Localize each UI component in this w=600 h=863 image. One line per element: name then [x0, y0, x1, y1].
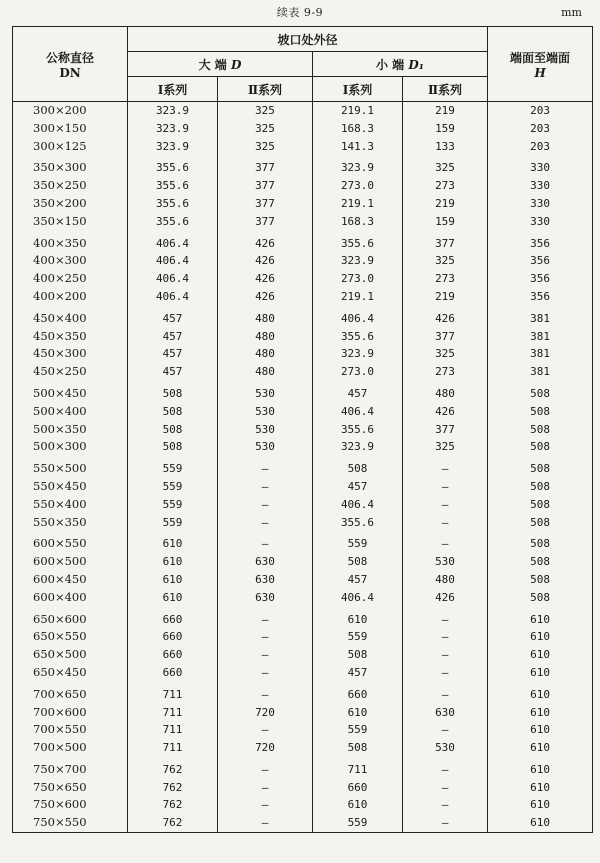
- dn-cell: 350×150: [13, 213, 128, 231]
- small-series2-cell: —: [403, 478, 488, 496]
- table-row: [13, 177, 593, 195]
- table-row: [13, 704, 593, 722]
- small-series1-cell: 610: [313, 796, 403, 814]
- large-series2-cell: 426: [218, 252, 313, 270]
- large-series1-cell: 508: [128, 403, 218, 421]
- height-cell: 610: [488, 757, 593, 779]
- height-cell: 508: [488, 514, 593, 532]
- table-row: [13, 213, 593, 231]
- dn-cell: 700×550: [13, 721, 128, 739]
- large-series2-cell: —: [218, 496, 313, 514]
- table-row: [13, 252, 593, 270]
- large-series1-cell: 762: [128, 757, 218, 779]
- small-series1-cell: 323.9: [313, 252, 403, 270]
- table-row: [13, 345, 593, 363]
- height-cell: 508: [488, 531, 593, 553]
- table-row: [13, 306, 593, 328]
- large-series1-cell: 355.6: [128, 213, 218, 231]
- large-end-label: 大 端: [198, 57, 231, 72]
- dn-cell: 450×300: [13, 345, 128, 363]
- small-series1-cell: 219.1: [313, 195, 403, 213]
- height-cell: 610: [488, 796, 593, 814]
- large-series1-cell: 457: [128, 306, 218, 328]
- large-series2-cell: —: [218, 514, 313, 532]
- small-series2-cell: 377: [403, 231, 488, 253]
- table-row: [13, 381, 593, 403]
- small-series1-cell: 273.0: [313, 177, 403, 195]
- large-series1-cell: 762: [128, 779, 218, 797]
- dn-cell: 300×150: [13, 120, 128, 138]
- table-row: [13, 514, 593, 532]
- small-series2-cell: 273: [403, 177, 488, 195]
- small-series2-cell: 426: [403, 403, 488, 421]
- small-series2-cell: 325: [403, 252, 488, 270]
- small-series1-cell: 168.3: [313, 213, 403, 231]
- height-cell: 381: [488, 306, 593, 328]
- height-cell: 508: [488, 438, 593, 456]
- large-end-symbol: D: [230, 57, 242, 72]
- large-series1-cell: 559: [128, 478, 218, 496]
- dn-cell: 500×300: [13, 438, 128, 456]
- large-series1-cell: 323.9: [128, 120, 218, 138]
- large-series1-cell: 711: [128, 721, 218, 739]
- large-series2-cell: 377: [218, 213, 313, 231]
- small-series2-cell: 159: [403, 213, 488, 231]
- small-series2-cell: 219: [403, 195, 488, 213]
- large-series2-cell: —: [218, 531, 313, 553]
- large-series1-cell: 660: [128, 628, 218, 646]
- table-body: [13, 102, 593, 833]
- table-caption: 续表 9-9: [276, 6, 324, 19]
- height-cell: 203: [488, 102, 593, 120]
- height-cell: 330: [488, 155, 593, 177]
- table-row: [13, 589, 593, 607]
- small-series1-cell: 219.1: [313, 288, 403, 306]
- large-series1-cell: 406.4: [128, 231, 218, 253]
- dn-cell: 350×200: [13, 195, 128, 213]
- large-series1-cell: 762: [128, 814, 218, 832]
- table-row: [13, 195, 593, 213]
- dn-header-line2: DN: [59, 65, 81, 80]
- large-series2-cell: 377: [218, 177, 313, 195]
- height-cell: 610: [488, 814, 593, 832]
- large-series2-cell: 480: [218, 345, 313, 363]
- height-cell: 508: [488, 403, 593, 421]
- large-series1-cell: 610: [128, 531, 218, 553]
- height-cell: 330: [488, 177, 593, 195]
- dn-cell: 500×350: [13, 421, 128, 439]
- small-series2-cell: 273: [403, 270, 488, 288]
- height-cell: 203: [488, 138, 593, 156]
- large-series1-cell: 406.4: [128, 252, 218, 270]
- small-series1-cell: 457: [313, 664, 403, 682]
- height-cell: 508: [488, 456, 593, 478]
- large-series1-cell: 406.4: [128, 288, 218, 306]
- large-end-header: [128, 52, 313, 77]
- small-series2-cell: 133: [403, 138, 488, 156]
- dn-cell: 600×550: [13, 531, 128, 553]
- large-series2-cell: 426: [218, 288, 313, 306]
- large-series2-cell: —: [218, 628, 313, 646]
- large-series1-cell: 508: [128, 438, 218, 456]
- table-row: [13, 646, 593, 664]
- small-series2-cell: 377: [403, 328, 488, 346]
- height-cell: 508: [488, 571, 593, 589]
- large-series1-cell: 355.6: [128, 195, 218, 213]
- large-series2-cell: 530: [218, 421, 313, 439]
- dn-cell: 750×600: [13, 796, 128, 814]
- dn-cell: 550×450: [13, 478, 128, 496]
- table-row: [13, 231, 593, 253]
- dn-cell: 400×350: [13, 231, 128, 253]
- small-series1-cell: 457: [313, 381, 403, 403]
- small-series1-cell: 406.4: [313, 403, 403, 421]
- small-series2-cell: 426: [403, 306, 488, 328]
- height-cell: 610: [488, 607, 593, 629]
- small-series2-cell: 377: [403, 421, 488, 439]
- small-series2-cell: —: [403, 757, 488, 779]
- table-row: [13, 363, 593, 381]
- table-row: [13, 456, 593, 478]
- dn-cell: 550×350: [13, 514, 128, 532]
- small-series1-cell: 323.9: [313, 345, 403, 363]
- small-series2-cell: —: [403, 531, 488, 553]
- dn-header-line1: 公称直径: [45, 50, 94, 65]
- height-cell: 610: [488, 646, 593, 664]
- table-row: [13, 138, 593, 156]
- unit-label: mm: [561, 6, 582, 19]
- small-series2-cell: 219: [403, 288, 488, 306]
- height-cell: 610: [488, 664, 593, 682]
- height-cell: 356: [488, 270, 593, 288]
- table-row: [13, 607, 593, 629]
- height-cell: 203: [488, 120, 593, 138]
- height-header-line1: 端面至端面: [510, 50, 571, 65]
- height-cell: 508: [488, 553, 593, 571]
- large-series1-cell: 711: [128, 682, 218, 704]
- dn-cell: 700×600: [13, 704, 128, 722]
- large-series2-cell: —: [218, 478, 313, 496]
- small-series2-cell: —: [403, 814, 488, 832]
- dn-cell: 650×500: [13, 646, 128, 664]
- small-series1-cell: 406.4: [313, 496, 403, 514]
- height-cell: 508: [488, 589, 593, 607]
- table-row: [13, 496, 593, 514]
- height-header: [488, 27, 593, 102]
- large-series2-cell: —: [218, 456, 313, 478]
- small-series1-cell: 559: [313, 814, 403, 832]
- small-series1-cell: 711: [313, 757, 403, 779]
- large-series2-cell: —: [218, 779, 313, 797]
- large-series2-cell: 377: [218, 155, 313, 177]
- dn-cell: 600×450: [13, 571, 128, 589]
- large-series2-cell: 630: [218, 589, 313, 607]
- small-series2-cell: 219: [403, 102, 488, 120]
- large-series1-cell: 559: [128, 456, 218, 478]
- height-cell: 610: [488, 739, 593, 757]
- large-series2-cell: 720: [218, 739, 313, 757]
- large-series2-cell: 325: [218, 138, 313, 156]
- dn-cell: 450×350: [13, 328, 128, 346]
- large-series2-cell: —: [218, 721, 313, 739]
- small-series1-cell: 508: [313, 646, 403, 664]
- large-series1-cell: 660: [128, 607, 218, 629]
- dn-cell: 650×600: [13, 607, 128, 629]
- large-series2-cell: 530: [218, 381, 313, 403]
- table-row: [13, 796, 593, 814]
- small-series1-cell: 508: [313, 553, 403, 571]
- large-series2-cell: 720: [218, 704, 313, 722]
- small-end-header: [313, 52, 488, 77]
- table-row: [13, 438, 593, 456]
- large-series1-cell: 406.4: [128, 270, 218, 288]
- small-series1-cell: 219.1: [313, 102, 403, 120]
- large-series1-cell: 457: [128, 363, 218, 381]
- height-cell: 356: [488, 252, 593, 270]
- large-series1-cell: 323.9: [128, 138, 218, 156]
- large-series2-cell: —: [218, 796, 313, 814]
- table-row: [13, 288, 593, 306]
- table-row: [13, 102, 593, 120]
- large-series2-cell: 480: [218, 306, 313, 328]
- small-series1-cell: 355.6: [313, 328, 403, 346]
- small-series1-cell: 273.0: [313, 270, 403, 288]
- large-series2-cell: —: [218, 607, 313, 629]
- small-series1-cell: 141.3: [313, 138, 403, 156]
- small-series2-cell: —: [403, 456, 488, 478]
- large-series1-cell: 711: [128, 739, 218, 757]
- large-series1-cell: 762: [128, 796, 218, 814]
- small-series2-cell: —: [403, 721, 488, 739]
- small-series2-cell: —: [403, 628, 488, 646]
- table-row: [13, 478, 593, 496]
- large-series1-cell: 323.9: [128, 102, 218, 120]
- large-series1-cell: 457: [128, 328, 218, 346]
- small-series2-cell: —: [403, 664, 488, 682]
- small-series2-cell: 273: [403, 363, 488, 381]
- dn-cell: 450×400: [13, 306, 128, 328]
- small-series1-cell: 660: [313, 779, 403, 797]
- small-end-symbol: D₁: [408, 57, 425, 72]
- large-series2-cell: —: [218, 682, 313, 704]
- dn-cell: 600×400: [13, 589, 128, 607]
- height-cell: 381: [488, 345, 593, 363]
- table-row: [13, 270, 593, 288]
- dn-cell: 400×250: [13, 270, 128, 288]
- small-series2-cell: 530: [403, 553, 488, 571]
- small-series1-cell: 559: [313, 531, 403, 553]
- dn-cell: 700×500: [13, 739, 128, 757]
- small-series2-cell: 325: [403, 345, 488, 363]
- dn-cell: 600×500: [13, 553, 128, 571]
- height-cell: 610: [488, 628, 593, 646]
- table-row: [13, 682, 593, 704]
- table-row: [13, 120, 593, 138]
- dn-cell: 400×200: [13, 288, 128, 306]
- small-series1-header: Ⅰ系列: [313, 77, 403, 102]
- table-row: [13, 571, 593, 589]
- table-row: [13, 628, 593, 646]
- large-series1-cell: 559: [128, 496, 218, 514]
- table-row: [13, 155, 593, 177]
- table-row: [13, 779, 593, 797]
- small-series1-cell: 355.6: [313, 514, 403, 532]
- dn-cell: 500×450: [13, 381, 128, 403]
- small-series1-cell: 457: [313, 478, 403, 496]
- large-series2-cell: 480: [218, 328, 313, 346]
- small-series2-cell: 426: [403, 589, 488, 607]
- table-row: [13, 553, 593, 571]
- large-series1-cell: 508: [128, 421, 218, 439]
- dn-cell: 300×200: [13, 102, 128, 120]
- large-series1-cell: 660: [128, 646, 218, 664]
- dn-cell: 750×550: [13, 814, 128, 832]
- small-series1-cell: 559: [313, 628, 403, 646]
- dn-cell: 350×300: [13, 155, 128, 177]
- small-series2-cell: —: [403, 514, 488, 532]
- table-row: [13, 814, 593, 832]
- large-series2-cell: 530: [218, 403, 313, 421]
- table-row: [13, 403, 593, 421]
- dn-cell: 650×550: [13, 628, 128, 646]
- table-row: [13, 328, 593, 346]
- small-series2-cell: 325: [403, 438, 488, 456]
- dn-cell: 700×650: [13, 682, 128, 704]
- height-cell: 508: [488, 421, 593, 439]
- table-row: [13, 721, 593, 739]
- dn-cell: 400×300: [13, 252, 128, 270]
- dn-cell: 300×125: [13, 138, 128, 156]
- small-series1-cell: 323.9: [313, 438, 403, 456]
- large-series2-cell: 630: [218, 571, 313, 589]
- small-series2-cell: 530: [403, 739, 488, 757]
- small-series2-cell: —: [403, 796, 488, 814]
- large-series2-cell: 480: [218, 363, 313, 381]
- table-row: [13, 421, 593, 439]
- small-series2-cell: —: [403, 496, 488, 514]
- dn-cell: 750×650: [13, 779, 128, 797]
- large-series1-cell: 711: [128, 704, 218, 722]
- dn-cell: 550×500: [13, 456, 128, 478]
- bevel-od-header: 坡口处外径: [128, 27, 488, 52]
- large-series1-header: Ⅰ系列: [128, 77, 218, 102]
- small-series1-cell: 508: [313, 739, 403, 757]
- small-series2-cell: 480: [403, 381, 488, 403]
- height-cell: 330: [488, 195, 593, 213]
- large-series1-cell: 610: [128, 553, 218, 571]
- table-row: [13, 664, 593, 682]
- small-series1-cell: 610: [313, 607, 403, 629]
- large-series2-cell: 325: [218, 102, 313, 120]
- small-series1-cell: 355.6: [313, 231, 403, 253]
- height-cell: 610: [488, 682, 593, 704]
- small-series1-cell: 508: [313, 456, 403, 478]
- large-series1-cell: 610: [128, 571, 218, 589]
- small-series1-cell: 457: [313, 571, 403, 589]
- small-series2-cell: 325: [403, 155, 488, 177]
- height-cell: 508: [488, 496, 593, 514]
- large-series2-cell: 325: [218, 120, 313, 138]
- small-series1-cell: 273.0: [313, 363, 403, 381]
- small-series1-cell: 355.6: [313, 421, 403, 439]
- large-series2-cell: —: [218, 757, 313, 779]
- small-series1-cell: 559: [313, 721, 403, 739]
- large-series2-cell: 377: [218, 195, 313, 213]
- height-cell: 508: [488, 381, 593, 403]
- large-series1-cell: 508: [128, 381, 218, 403]
- large-series2-cell: 426: [218, 231, 313, 253]
- large-series1-cell: 610: [128, 589, 218, 607]
- large-series1-cell: 559: [128, 514, 218, 532]
- height-cell: 610: [488, 779, 593, 797]
- height-cell: 356: [488, 288, 593, 306]
- small-series2-header: Ⅱ系列: [403, 77, 488, 102]
- dn-cell: 500×400: [13, 403, 128, 421]
- height-cell: 381: [488, 328, 593, 346]
- table-row: [13, 739, 593, 757]
- height-cell: 610: [488, 721, 593, 739]
- large-series2-cell: —: [218, 664, 313, 682]
- large-series2-cell: —: [218, 646, 313, 664]
- height-cell: 356: [488, 231, 593, 253]
- height-cell: 381: [488, 363, 593, 381]
- large-series1-cell: 457: [128, 345, 218, 363]
- small-series2-cell: —: [403, 779, 488, 797]
- small-series1-cell: 610: [313, 704, 403, 722]
- small-series1-cell: 406.4: [313, 306, 403, 328]
- height-cell: 610: [488, 704, 593, 722]
- small-series1-cell: 168.3: [313, 120, 403, 138]
- dn-cell: 450×250: [13, 363, 128, 381]
- small-end-label: 小 端: [375, 57, 409, 72]
- dn-cell: 350×250: [13, 177, 128, 195]
- large-series2-cell: 426: [218, 270, 313, 288]
- large-series2-header: Ⅱ系列: [218, 77, 313, 102]
- small-series2-cell: 480: [403, 571, 488, 589]
- small-series1-cell: 323.9: [313, 155, 403, 177]
- large-series1-cell: 355.6: [128, 155, 218, 177]
- small-series2-cell: 159: [403, 120, 488, 138]
- large-series2-cell: —: [218, 814, 313, 832]
- large-series1-cell: 355.6: [128, 177, 218, 195]
- height-cell: 330: [488, 213, 593, 231]
- small-series2-cell: —: [403, 646, 488, 664]
- small-series2-cell: —: [403, 607, 488, 629]
- height-header-symbol: H: [534, 65, 546, 80]
- small-series2-cell: —: [403, 682, 488, 704]
- table-row: [13, 757, 593, 779]
- large-series2-cell: 630: [218, 553, 313, 571]
- table-row: [13, 531, 593, 553]
- large-series1-cell: 660: [128, 664, 218, 682]
- dn-cell: 750×700: [13, 757, 128, 779]
- large-series2-cell: 530: [218, 438, 313, 456]
- dn-header: [13, 27, 128, 102]
- dn-cell: 550×400: [13, 496, 128, 514]
- height-cell: 508: [488, 478, 593, 496]
- reducer-dimension-table: [12, 26, 593, 833]
- small-series2-cell: 630: [403, 704, 488, 722]
- small-series1-cell: 660: [313, 682, 403, 704]
- dn-cell: 650×450: [13, 664, 128, 682]
- small-series1-cell: 406.4: [313, 589, 403, 607]
